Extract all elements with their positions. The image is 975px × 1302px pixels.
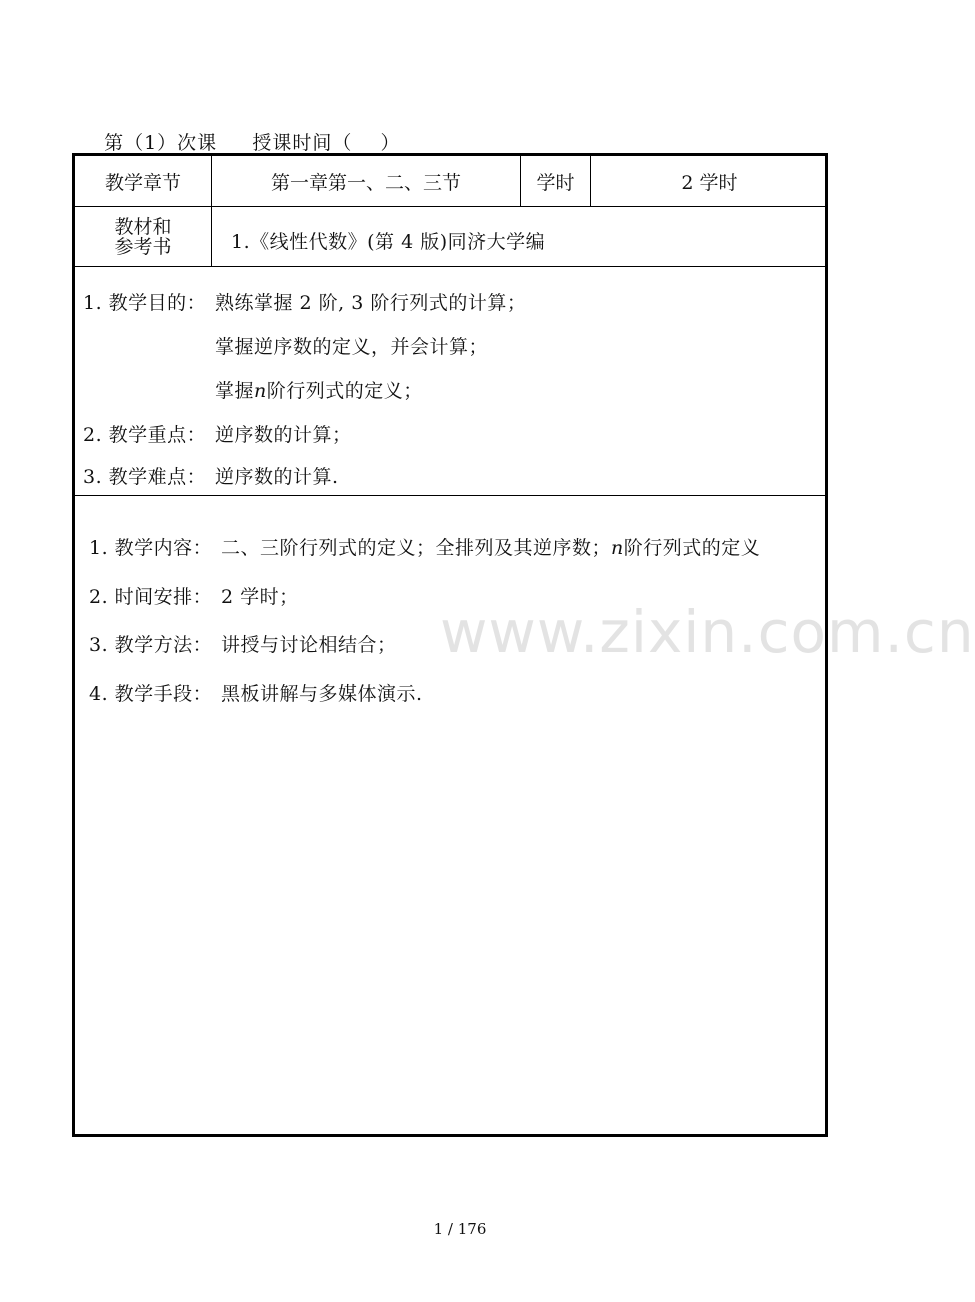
chapter-value: 第一章第一、二、三节 (270, 171, 461, 194)
goal-line-1: 熟练掌握 2 阶, 3 阶行列式的计算； (215, 292, 527, 314)
textbook-label-line2: 参考书 (114, 235, 172, 258)
goal-line-3-n: n (254, 380, 267, 402)
textbook-value: 1.《线性代数》(第 4 版)同济大学编 (231, 231, 546, 253)
content-value-n: n (611, 537, 624, 559)
hours-value: 2 学时 (681, 171, 738, 194)
time-arrangement-label: 2. 时间安排： (89, 586, 213, 608)
goal-label: 1. 教学目的： (83, 292, 207, 314)
goal-line-3-suffix: 阶行列式的定义； (266, 380, 423, 402)
focus-value: 逆序数的计算； (215, 424, 352, 446)
row-divider (75, 266, 825, 267)
goal-line-2: 掌握逆序数的定义，并会计算； (215, 336, 489, 358)
difficulty-label: 3. 教学难点： (83, 466, 207, 488)
difficulty-value: 逆序数的计算. (215, 466, 339, 488)
means-value: 黑板讲解与多媒体演示. (221, 683, 423, 705)
means-label: 4. 教学手段： (89, 683, 213, 705)
lesson-plan-table (72, 153, 828, 1137)
hours-label: 学时 (536, 171, 575, 194)
teaching-time-label: 授课时间（ ） (252, 132, 401, 154)
content-label: 1. 教学内容： (89, 537, 213, 559)
focus-label: 2. 教学重点： (83, 424, 207, 446)
goal-line-3 (215, 376, 423, 403)
time-arrangement-value: 2 学时； (221, 586, 299, 608)
content-value-prefix: 二、三阶行列式的定义；全排列及其逆序数； (221, 537, 612, 559)
row-divider (75, 495, 825, 496)
method-label: 3. 教学方法： (89, 634, 213, 656)
goal-line-3-prefix: 掌握 (215, 380, 255, 402)
page-number: 1 / 176 (433, 1220, 487, 1238)
chapter-label: 教学章节 (104, 171, 181, 194)
watermark: www.zixin.com.cn (440, 598, 975, 666)
lesson-number-label: 第（1）次课 (104, 132, 218, 154)
content-value-suffix: 阶行列式的定义 (623, 537, 761, 559)
method-value: 讲授与讨论相结合； (221, 634, 397, 656)
lesson-header (90, 106, 401, 155)
textbook-label (75, 207, 211, 266)
textbook-label-line1: 教材和 (114, 215, 172, 238)
content-value (221, 533, 760, 560)
